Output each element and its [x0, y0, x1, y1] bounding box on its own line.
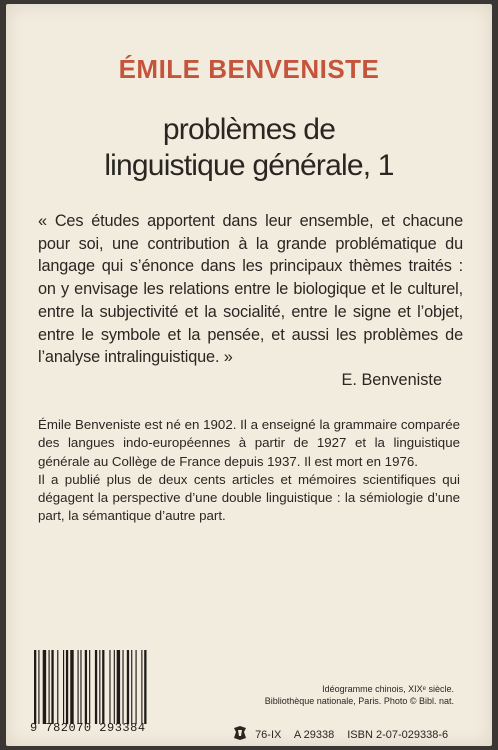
barcode-bar: [102, 650, 104, 724]
barcode-bar: [51, 650, 53, 724]
barcode-bar: [63, 650, 64, 724]
barcode-bar: [70, 650, 73, 724]
barcode-bar: [144, 650, 146, 724]
isbn: ISBN 2-07-029338-6: [347, 729, 449, 741]
barcode-bar: [43, 650, 46, 724]
image-credit: [265, 683, 454, 707]
barcode-bar: [34, 650, 36, 724]
barcode-bar: [141, 650, 142, 724]
barcode-bar: [109, 650, 110, 724]
gallimard-logo-icon: [232, 726, 248, 740]
barcode-bar: [57, 650, 58, 724]
credit-line-1: Idéogramme chinois, XIXᵉ siècle.: [322, 684, 454, 694]
barcode-bar: [49, 650, 50, 724]
title-line-1: problèmes de: [162, 113, 336, 146]
barcode: [32, 650, 180, 724]
credit-line-2: Bibliothèque nationale, Paris. Photo © Bibl. nat.: [264, 696, 454, 706]
barcode-number: 9 782070 293384: [30, 721, 146, 735]
author-name: ÉMILE BENVENISTE: [118, 54, 380, 84]
book-title: [0, 112, 498, 184]
barcode-bar: [78, 650, 79, 724]
barcode-bar: [38, 650, 39, 724]
barcode-bar: [127, 650, 129, 724]
bio-paragraph-2: Il a publié plus de deux cents articles et mémoires scientifiques qui dégagent la perspective d’une double linguistique : la sémiologie d’une part, la sémantique d’autre part.: [38, 471, 460, 524]
barcode-bar: [131, 650, 132, 724]
barcode-bar: [117, 650, 120, 724]
barcode-bar: [114, 650, 115, 724]
barcode-bar: [99, 650, 100, 724]
bio-paragraph-1: Émile Benveniste est né en 1902. Il a enseigné la grammaire comparée des langues indo-européennes à partir de 1927 et la linguistique générale au Collège de France depuis 1937. Il est mort en 1976.: [38, 417, 460, 469]
barcode-bar: [95, 650, 97, 724]
quote-attribution: E. Benveniste: [341, 371, 442, 389]
barcode-bar: [122, 650, 123, 724]
quote-text: « Ces études apportent dans leur ensemble, et chacune pour soi, une contribution à la grande problématique du langage qui s’énonce dans les principaux thèmes traités : on y envisage les relations entre le biologique et le culturel, entre la subjectivité et la socialité, entre le signe et l’objet, entre le symbole et la pensée, et aussi les problèmes de l’analyse intralinguistique. »: [38, 212, 463, 367]
series-code: 76-IX: [255, 729, 282, 741]
author-biography: [38, 416, 460, 526]
catalog-code: A 29338: [293, 729, 335, 741]
barcode-bar: [85, 650, 87, 724]
publisher-footer: [232, 726, 482, 741]
title-line-2: linguistique générale, 1: [104, 149, 394, 182]
barcode-bar: [89, 650, 90, 724]
barcode-bar: [136, 650, 137, 724]
barcode-bar: [66, 650, 68, 724]
barcode-bar: [80, 650, 81, 724]
